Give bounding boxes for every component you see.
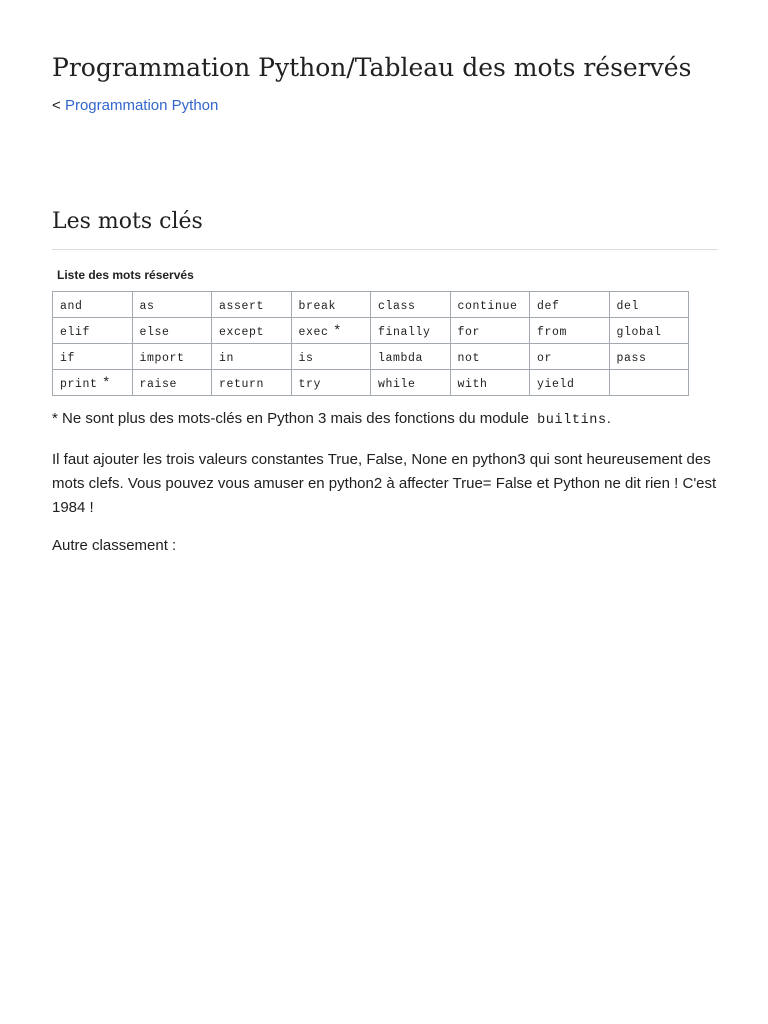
keyword: in bbox=[219, 352, 235, 365]
table-cell bbox=[609, 292, 689, 318]
table-cell bbox=[530, 318, 610, 344]
table-cell bbox=[53, 370, 133, 396]
table-caption: Liste des mots réservés bbox=[57, 268, 194, 282]
keyword: elif bbox=[60, 326, 91, 339]
keyword: continue bbox=[457, 300, 518, 313]
keyword: raise bbox=[139, 378, 178, 391]
table-cell bbox=[132, 318, 212, 344]
keyword: pass bbox=[616, 352, 647, 365]
footnote-star: * bbox=[334, 321, 340, 337]
footnote-end: . bbox=[606, 410, 611, 427]
table-cell bbox=[371, 318, 451, 344]
table-cell bbox=[450, 344, 530, 370]
keyword: import bbox=[139, 352, 185, 365]
table-row bbox=[53, 344, 689, 370]
table-cell bbox=[53, 318, 133, 344]
keyword: global bbox=[616, 326, 662, 339]
table-cell bbox=[371, 292, 451, 318]
keyword: if bbox=[60, 352, 76, 365]
keyword: finally bbox=[378, 326, 431, 339]
table-cell bbox=[371, 370, 451, 396]
keyword: else bbox=[139, 326, 170, 339]
table-row bbox=[53, 370, 689, 396]
keyword: except bbox=[219, 326, 265, 339]
table-cell bbox=[291, 344, 371, 370]
section-divider bbox=[52, 249, 718, 250]
table-row bbox=[53, 318, 689, 344]
table-cell bbox=[450, 292, 530, 318]
table-cell bbox=[371, 344, 451, 370]
keyword: with bbox=[457, 378, 488, 391]
keyword: and bbox=[60, 300, 83, 313]
keyword: from bbox=[537, 326, 568, 339]
table-cell bbox=[530, 292, 610, 318]
keyword: or bbox=[537, 352, 553, 365]
keyword: not bbox=[457, 352, 481, 365]
keyword: try bbox=[298, 378, 322, 391]
breadcrumb-link-programmation-python[interactable]: Programmation Python bbox=[64, 97, 219, 114]
keyword: yield bbox=[537, 378, 575, 391]
keyword: lambda bbox=[378, 352, 424, 365]
table-cell bbox=[132, 344, 212, 370]
footnote-text: * Ne sont plus des mots-clés en Python 3 mais des fonctions du module bbox=[52, 410, 529, 427]
keyword: exec bbox=[298, 326, 329, 339]
table-row bbox=[53, 292, 689, 318]
keyword: del bbox=[616, 300, 640, 313]
page-title: Programmation Python/Tableau des mots réservés bbox=[52, 53, 692, 82]
keyword: for bbox=[457, 326, 481, 339]
table-cell bbox=[53, 292, 133, 318]
table-cell bbox=[609, 318, 689, 344]
table-cell bbox=[53, 344, 133, 370]
keyword: break bbox=[298, 300, 337, 313]
paragraph-other-classification: Autre classement : bbox=[52, 537, 177, 554]
table-cell bbox=[212, 370, 292, 396]
keyword: assert bbox=[219, 300, 265, 313]
keyword: is bbox=[298, 352, 314, 365]
footnote bbox=[52, 408, 611, 432]
keyword: def bbox=[537, 300, 560, 313]
table-cell bbox=[291, 318, 371, 344]
keyword: print bbox=[60, 378, 98, 391]
table-cell bbox=[212, 318, 292, 344]
table-cell bbox=[212, 292, 292, 318]
keyword: as bbox=[139, 300, 155, 313]
keyword: while bbox=[378, 378, 416, 391]
table-cell bbox=[291, 292, 371, 318]
table-cell bbox=[530, 344, 610, 370]
section-heading: Les mots clés bbox=[52, 209, 203, 234]
module-name-code: builtins bbox=[537, 413, 607, 428]
keyword: class bbox=[378, 300, 416, 313]
table-cell bbox=[450, 318, 530, 344]
keyword: return bbox=[219, 378, 265, 391]
paragraph-constants: Il faut ajouter les trois valeurs constantes True, False, None en python3 qui sont heureusement des mots clefs. Vous pouvez vous amuser en python2 à affecter True= False et Python ne dit rien ! C'est 1984 ! bbox=[52, 451, 717, 516]
table-cell bbox=[212, 344, 292, 370]
keywords-table bbox=[52, 291, 689, 396]
table-cell bbox=[132, 292, 212, 318]
table-cell bbox=[530, 370, 610, 396]
footnote-star: * bbox=[103, 373, 109, 389]
table-cell bbox=[609, 344, 689, 370]
table-cell bbox=[450, 370, 530, 396]
table-cell bbox=[132, 370, 212, 396]
table-cell bbox=[291, 370, 371, 396]
breadcrumb bbox=[52, 96, 218, 116]
breadcrumb-prefix: < bbox=[52, 97, 61, 114]
table-cell-empty bbox=[609, 370, 689, 396]
